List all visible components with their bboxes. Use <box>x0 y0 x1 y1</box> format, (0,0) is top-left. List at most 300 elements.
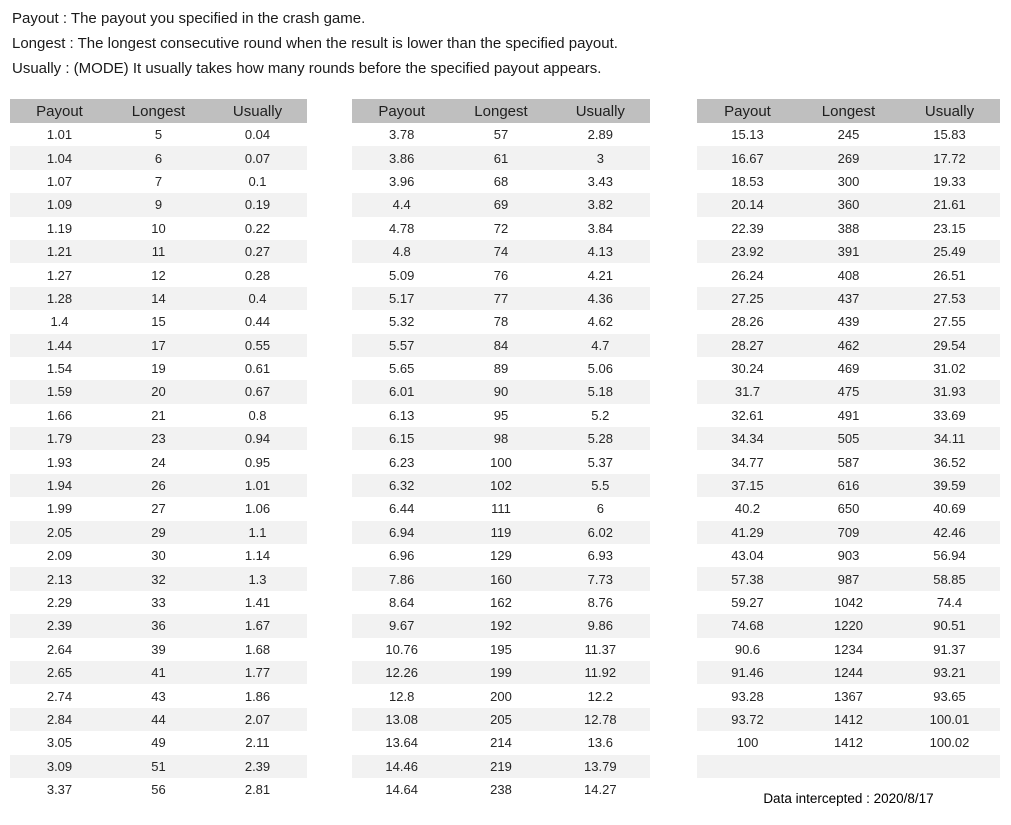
longest-cell: 269 <box>837 150 860 166</box>
longest-cell: 19 <box>151 361 166 377</box>
payout-cell: 2.29 <box>46 595 73 610</box>
payout-cell: 1.07 <box>46 173 73 189</box>
table-row <box>352 708 650 731</box>
table-row <box>10 263 307 286</box>
payout-cell: 1.19 <box>46 220 73 236</box>
legend-line-usually: Usually : (MODE) It usually takes how many rounds before the specified payout appears. <box>12 60 602 77</box>
usually-cell: 0.04 <box>244 127 271 143</box>
usually-cell: 5.06 <box>587 361 613 377</box>
table-row <box>352 755 650 778</box>
longest-cell: 1412 <box>834 711 863 727</box>
payout-cell: 4.8 <box>392 244 411 260</box>
longest-cell: 1234 <box>834 641 863 657</box>
usually-cell: 36.52 <box>933 454 966 470</box>
legend <box>12 6 618 81</box>
longest-cell: 84 <box>493 337 509 353</box>
longest-cell: 77 <box>493 290 509 306</box>
payout-cell: 26.24 <box>731 267 764 283</box>
usually-cell: 1.14 <box>244 548 271 564</box>
payout-cell: 2.09 <box>46 548 73 564</box>
payout-cell: 91.46 <box>731 665 764 681</box>
usually-cell: 13.79 <box>584 758 617 774</box>
usually-cell: 5.2 <box>591 407 610 423</box>
payout-cell: 3.78 <box>389 127 415 143</box>
usually-cell: 58.85 <box>933 571 966 587</box>
payout-cell: 1.99 <box>46 501 73 517</box>
longest-cell: 44 <box>151 711 166 727</box>
table-row <box>697 380 1000 403</box>
payout-cell: 5.09 <box>389 267 415 283</box>
table-row <box>697 521 1000 544</box>
payout-cell: 30.24 <box>731 361 764 377</box>
longest-cell: 205 <box>490 711 512 727</box>
table-row <box>697 123 1000 146</box>
longest-cell: 98 <box>493 431 509 447</box>
table-row <box>697 591 1000 614</box>
table-row <box>697 497 1000 520</box>
table-row <box>10 450 307 473</box>
payout-cell: 1.94 <box>46 478 73 494</box>
longest-cell: 27 <box>151 501 166 517</box>
longest-cell: 162 <box>490 595 512 610</box>
table-row <box>10 778 307 801</box>
table-row <box>697 404 1000 427</box>
payout-cell: 1.04 <box>46 150 73 166</box>
longest-cell: 1220 <box>834 618 863 634</box>
payout-cell: 5.57 <box>389 337 415 353</box>
table-row <box>697 684 1000 707</box>
usually-cell: 31.93 <box>933 384 966 400</box>
usually-cell: 2.81 <box>244 782 271 798</box>
usually-cell: 2.07 <box>244 711 271 727</box>
payout-cell: 18.53 <box>731 173 764 189</box>
longest-cell: 195 <box>490 641 512 657</box>
table-row <box>352 684 650 707</box>
col-header-usually: Usually <box>924 102 975 120</box>
longest-cell: 61 <box>493 150 509 166</box>
usually-cell: 0.27 <box>244 244 271 260</box>
table-row <box>697 287 1000 310</box>
usually-cell: 29.54 <box>933 337 966 353</box>
payout-cell: 6.23 <box>389 454 415 470</box>
longest-cell: 12 <box>151 267 166 283</box>
table-row <box>352 614 650 637</box>
table-row <box>352 778 650 801</box>
usually-cell: 0.94 <box>244 431 271 447</box>
payout-cell: 16.67 <box>731 150 764 166</box>
payout-cell: 9.67 <box>389 618 415 634</box>
longest-cell: 245 <box>837 127 860 143</box>
payout-cell: 74.68 <box>731 618 764 634</box>
longest-cell: 7 <box>154 173 163 189</box>
longest-cell: 74 <box>493 244 509 260</box>
payout-cell: 2.05 <box>46 524 73 540</box>
table-row <box>10 240 307 263</box>
longest-cell: 200 <box>490 688 512 704</box>
payout-cell: 28.27 <box>731 337 764 353</box>
usually-cell: 5.5 <box>591 478 610 494</box>
longest-cell: 1244 <box>834 665 863 681</box>
usually-cell: 34.11 <box>933 431 966 447</box>
table-row <box>352 404 650 427</box>
longest-cell: 95 <box>493 407 509 423</box>
payout-cell: 28.26 <box>731 314 764 330</box>
table-row <box>10 123 307 146</box>
payout-cell: 1.79 <box>46 431 73 447</box>
usually-cell: 1.06 <box>244 501 271 517</box>
payout-cell: 100 <box>736 735 759 751</box>
table-row <box>352 146 650 169</box>
usually-cell: 14.27 <box>584 782 617 798</box>
col-header-usually: Usually <box>575 102 625 120</box>
usually-cell: 5.18 <box>587 384 613 400</box>
payout-cell: 6.94 <box>389 524 415 540</box>
usually-cell: 0.19 <box>244 197 271 213</box>
table-row <box>352 240 650 263</box>
payout-cell: 2.74 <box>46 688 73 704</box>
usually-cell: 2.89 <box>587 127 613 143</box>
table-row <box>10 474 307 497</box>
longest-cell: 437 <box>837 290 860 306</box>
usually-cell: 0.28 <box>244 267 271 283</box>
payout-cell: 6.96 <box>389 548 415 564</box>
longest-cell: 1042 <box>834 595 863 610</box>
usually-cell: 1.67 <box>244 618 271 634</box>
table-row <box>697 661 1000 684</box>
longest-cell: 6 <box>154 150 163 166</box>
table-row <box>10 591 307 614</box>
payout-cell: 1.21 <box>46 244 73 260</box>
table-row <box>352 474 650 497</box>
longest-cell: 650 <box>837 501 860 517</box>
usually-cell: 2.39 <box>244 758 271 774</box>
longest-cell: 20 <box>151 384 166 400</box>
table-row <box>10 708 307 731</box>
payout-cell: 5.17 <box>389 290 415 306</box>
usually-cell: 2.11 <box>245 735 270 751</box>
table-3-header <box>697 99 1000 123</box>
longest-cell: 616 <box>837 478 860 494</box>
usually-cell: 4.21 <box>587 267 613 283</box>
table-row <box>697 567 1000 590</box>
payout-cell: 12.8 <box>389 688 415 704</box>
longest-cell: 491 <box>837 407 860 423</box>
longest-cell: 32 <box>151 571 166 587</box>
payout-table-3 <box>697 99 1000 810</box>
longest-cell: 469 <box>837 361 860 377</box>
table-row <box>697 240 1000 263</box>
table-row <box>10 567 307 590</box>
payout-cell: 1.44 <box>46 337 73 353</box>
usually-cell: 4.7 <box>591 337 610 353</box>
col-header-payout: Payout <box>36 102 83 120</box>
longest-cell: 51 <box>151 758 166 774</box>
payout-cell: 1.54 <box>46 361 73 377</box>
longest-cell: 238 <box>490 782 512 798</box>
longest-cell: 408 <box>837 267 860 283</box>
table-row <box>697 614 1000 637</box>
table-row <box>697 193 1000 216</box>
table-row <box>10 638 307 661</box>
table-row <box>697 544 1000 567</box>
table-row <box>697 146 1000 169</box>
payout-cell: 31.7 <box>734 384 761 400</box>
usually-cell: 6.93 <box>587 548 613 564</box>
usually-cell: 0.22 <box>244 220 271 236</box>
usually-cell: 3.82 <box>587 197 613 213</box>
longest-cell: 102 <box>490 478 512 494</box>
payout-cell: 13.08 <box>385 711 418 727</box>
table-row <box>697 427 1000 450</box>
data-intercepted-note: Data intercepted : 2020/8/17 <box>763 791 934 807</box>
usually-cell: 3.84 <box>587 220 613 236</box>
col-header-payout: Payout <box>724 102 771 120</box>
longest-cell: 129 <box>490 548 512 564</box>
longest-cell: 119 <box>490 524 512 540</box>
longest-cell: 391 <box>837 244 860 260</box>
longest-cell: 41 <box>151 665 166 681</box>
blank-row <box>697 755 1000 778</box>
payout-cell: 1.66 <box>46 407 73 423</box>
payout-cell: 8.64 <box>389 595 415 610</box>
longest-cell: 15 <box>151 314 166 330</box>
payout-cell: 34.34 <box>731 431 764 447</box>
col-header-longest: Longest <box>821 102 876 120</box>
usually-cell: 74.4 <box>936 595 963 610</box>
usually-cell: 9.86 <box>587 618 613 634</box>
table-row <box>697 217 1000 240</box>
longest-cell: 11 <box>151 244 166 260</box>
table-row <box>352 357 650 380</box>
table-row <box>352 731 650 754</box>
usually-cell: 12.78 <box>584 711 617 727</box>
col-header-usually: Usually <box>232 102 283 120</box>
table-2-header <box>352 99 650 123</box>
payout-cell: 40.2 <box>734 501 761 517</box>
usually-cell: 3.43 <box>587 173 613 189</box>
usually-cell: 100.02 <box>929 735 970 751</box>
usually-cell: 93.65 <box>933 688 966 704</box>
longest-cell: 100 <box>490 454 512 470</box>
legend-line-longest: Longest : The longest consecutive round when the result is lower than the specified payout. <box>12 35 618 52</box>
longest-cell: 72 <box>493 220 509 236</box>
table-row <box>10 217 307 240</box>
col-header-longest: Longest <box>131 102 186 120</box>
table-2-body <box>352 123 650 801</box>
payout-cell: 10.76 <box>385 641 418 657</box>
usually-cell: 17.72 <box>933 150 966 166</box>
longest-cell: 14 <box>151 290 166 306</box>
table-row <box>10 146 307 169</box>
table-row <box>352 661 650 684</box>
usually-cell: 25.49 <box>933 244 966 260</box>
payout-table-2 <box>352 99 650 801</box>
payout-cell: 1.59 <box>46 384 73 400</box>
longest-cell: 505 <box>837 431 860 447</box>
longest-cell: 43 <box>151 688 166 704</box>
longest-cell: 219 <box>490 758 512 774</box>
longest-cell: 111 <box>491 501 511 517</box>
longest-cell: 68 <box>493 173 509 189</box>
usually-cell: 91.37 <box>933 641 966 657</box>
payout-cell: 23.92 <box>731 244 764 260</box>
table-row <box>352 263 650 286</box>
table-row <box>352 521 650 544</box>
usually-cell: 4.62 <box>587 314 613 330</box>
table-row <box>352 217 650 240</box>
payout-cell: 4.4 <box>392 197 411 213</box>
longest-cell: 1367 <box>834 688 863 704</box>
legend-line-payout: Payout : The payout you specified in the crash game. <box>12 10 366 27</box>
longest-cell: 56 <box>151 782 166 798</box>
table-row <box>697 310 1000 333</box>
payout-cell: 2.39 <box>46 618 73 634</box>
table-row <box>10 731 307 754</box>
payout-cell: 1.01 <box>46 127 73 143</box>
longest-cell: 214 <box>490 735 512 751</box>
usually-cell: 13.6 <box>587 735 613 751</box>
payout-cell: 6.13 <box>389 407 415 423</box>
payout-cell: 3.96 <box>389 173 415 189</box>
usually-cell: 6.02 <box>587 524 613 540</box>
longest-cell: 388 <box>837 220 860 236</box>
longest-cell: 24 <box>151 454 166 470</box>
usually-cell: 0.44 <box>244 314 271 330</box>
table-row <box>10 661 307 684</box>
table-row <box>352 427 650 450</box>
table-1-body <box>10 123 307 801</box>
longest-cell: 33 <box>151 595 166 610</box>
table-row <box>352 123 650 146</box>
longest-cell: 300 <box>837 173 860 189</box>
usually-cell: 1.77 <box>244 665 271 681</box>
table-row <box>697 170 1000 193</box>
longest-cell: 78 <box>493 314 509 330</box>
table-row <box>10 310 307 333</box>
payout-cell: 43.04 <box>731 548 764 564</box>
table-row <box>352 638 650 661</box>
longest-cell: 89 <box>493 361 509 377</box>
payout-cell: 34.77 <box>731 454 764 470</box>
payout-cell: 22.39 <box>731 220 764 236</box>
usually-cell: 26.51 <box>933 267 966 283</box>
payout-cell: 57.38 <box>731 571 764 587</box>
payout-cell: 37.15 <box>731 478 764 494</box>
payout-cell: 6.32 <box>389 478 415 494</box>
longest-cell: 5 <box>154 127 163 143</box>
payout-cell: 3.05 <box>46 735 73 751</box>
longest-cell: 587 <box>837 454 860 470</box>
table-row <box>352 310 650 333</box>
col-header-longest: Longest <box>474 102 528 120</box>
longest-cell: 10 <box>151 220 166 236</box>
payout-cell: 20.14 <box>731 197 764 213</box>
table-row <box>352 380 650 403</box>
usually-cell: 33.69 <box>933 407 966 423</box>
longest-cell: 1412 <box>834 735 863 751</box>
usually-cell: 15.83 <box>933 127 966 143</box>
usually-cell: 6 <box>596 501 604 517</box>
table-row <box>697 731 1000 754</box>
payout-cell: 93.72 <box>731 711 764 727</box>
table-row <box>10 334 307 357</box>
payout-cell: 2.65 <box>46 665 73 681</box>
longest-cell: 360 <box>837 197 860 213</box>
longest-cell: 29 <box>151 524 166 540</box>
longest-cell: 36 <box>151 618 166 634</box>
table-row <box>10 380 307 403</box>
payout-cell: 3.09 <box>46 758 73 774</box>
longest-cell: 192 <box>490 618 512 634</box>
usually-cell: 4.13 <box>587 244 613 260</box>
table-row <box>352 170 650 193</box>
longest-cell: 462 <box>837 337 860 353</box>
usually-cell: 8.76 <box>587 595 613 610</box>
longest-cell: 439 <box>837 314 860 330</box>
payout-cell: 2.13 <box>46 571 73 587</box>
longest-cell: 709 <box>837 524 860 540</box>
table-row <box>10 521 307 544</box>
payout-cell: 6.44 <box>389 501 415 517</box>
usually-cell: 7.73 <box>587 571 613 587</box>
longest-cell: 69 <box>493 197 509 213</box>
table-row <box>10 497 307 520</box>
table-row <box>352 544 650 567</box>
payout-cell: 27.25 <box>731 290 764 306</box>
payout-cell: 2.84 <box>46 711 73 727</box>
longest-cell: 903 <box>837 548 860 564</box>
longest-cell: 39 <box>151 641 166 657</box>
table-row <box>697 450 1000 473</box>
longest-cell: 475 <box>837 384 860 400</box>
longest-cell: 199 <box>490 665 512 681</box>
usually-cell: 31.02 <box>933 361 966 377</box>
usually-cell: 56.94 <box>933 548 966 564</box>
usually-cell: 4.36 <box>587 290 613 306</box>
payout-cell: 32.61 <box>731 407 764 423</box>
usually-cell: 1.01 <box>244 478 271 494</box>
usually-cell: 1.1 <box>248 524 267 540</box>
usually-cell: 90.51 <box>933 618 966 634</box>
payout-cell: 1.4 <box>50 314 69 330</box>
usually-cell: 11.92 <box>584 665 617 681</box>
table-row <box>352 567 650 590</box>
longest-cell: 49 <box>151 735 166 751</box>
table-row <box>10 544 307 567</box>
usually-cell: 93.21 <box>933 665 966 681</box>
usually-cell: 1.3 <box>248 571 267 587</box>
payout-cell: 7.86 <box>389 571 415 587</box>
table-row <box>352 193 650 216</box>
payout-cell: 41.29 <box>731 524 764 540</box>
usually-cell: 3 <box>596 150 604 166</box>
payout-cell: 5.65 <box>389 361 415 377</box>
usually-cell: 27.55 <box>933 314 966 330</box>
usually-cell: 42.46 <box>933 524 966 540</box>
longest-cell: 987 <box>837 571 860 587</box>
usually-cell: 0.95 <box>244 454 271 470</box>
table-row <box>697 474 1000 497</box>
usually-cell: 19.33 <box>933 173 966 189</box>
table-row <box>352 334 650 357</box>
usually-cell: 100.01 <box>929 711 970 727</box>
table-row <box>10 614 307 637</box>
table-row <box>10 193 307 216</box>
table-row <box>10 287 307 310</box>
usually-cell: 21.61 <box>933 197 966 213</box>
table-row <box>697 334 1000 357</box>
payout-cell: 1.27 <box>46 267 73 283</box>
